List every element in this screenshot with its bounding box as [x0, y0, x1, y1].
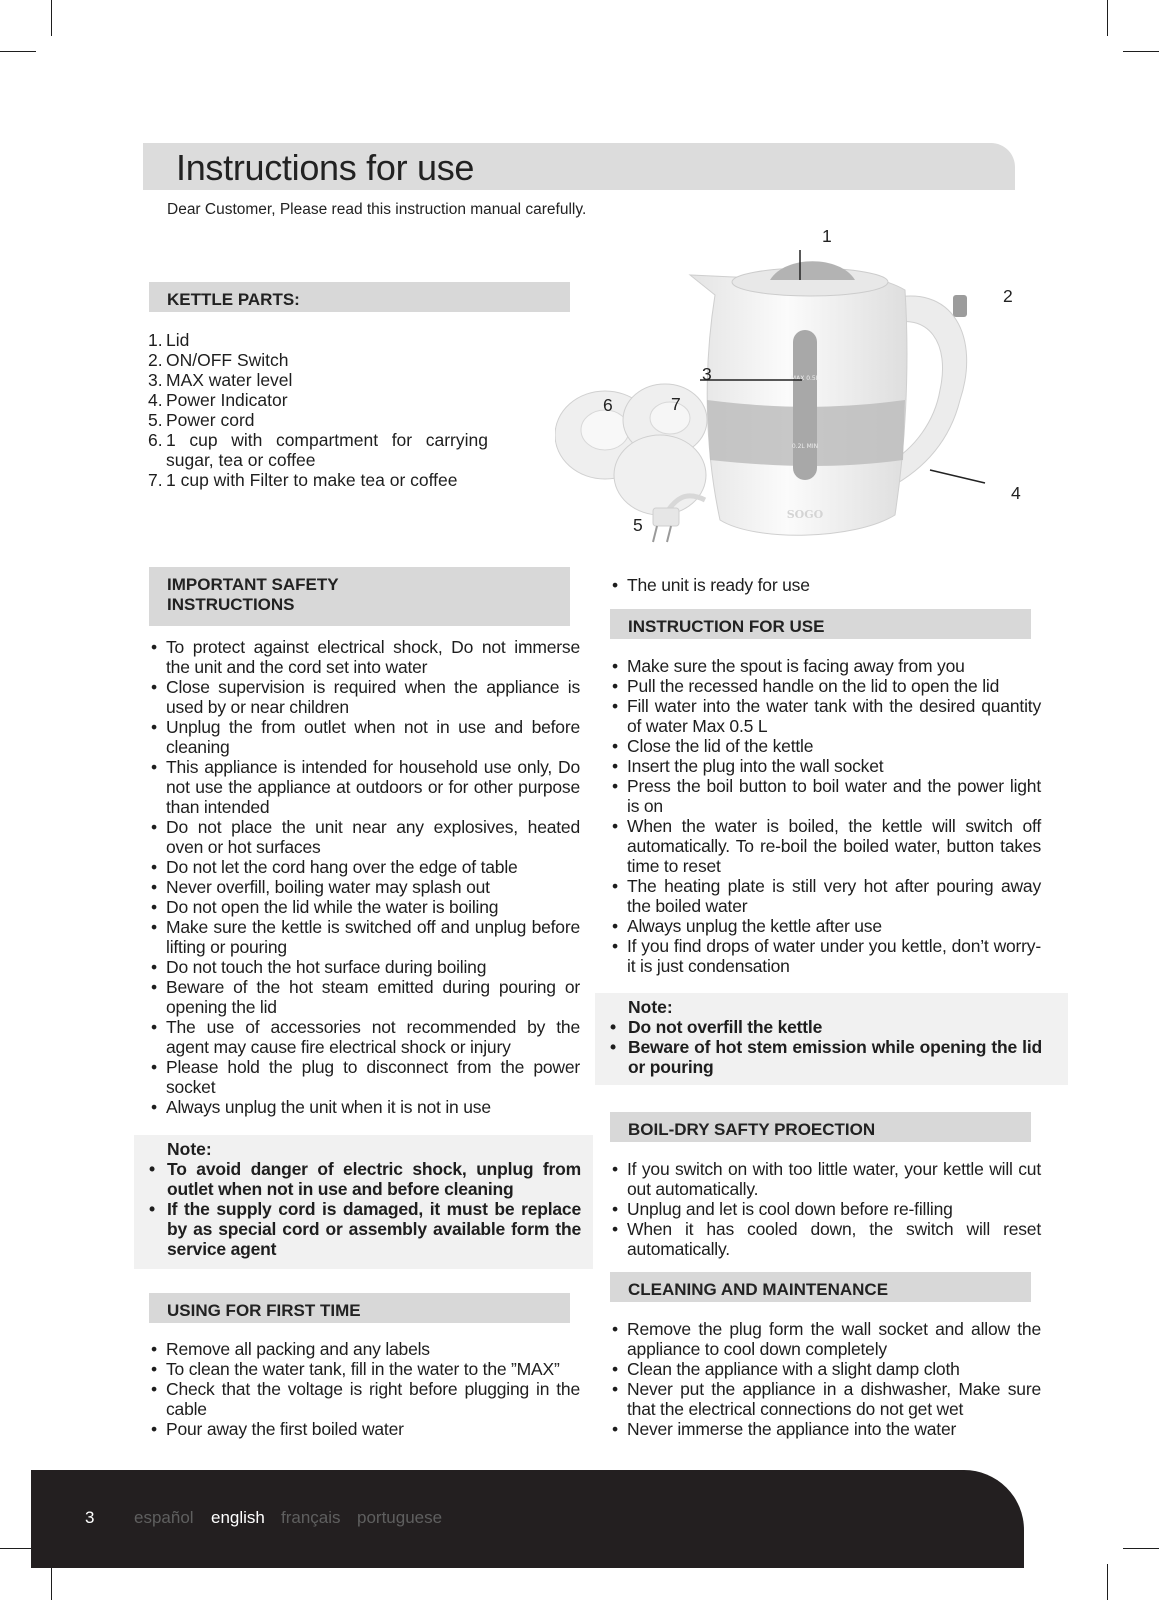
list-item: • Fill water into the water tank with the desired quantity of water Max 0.5 L	[609, 696, 1041, 736]
list-item: • The heating plate is still very hot after pouring away the boiled water	[609, 876, 1041, 916]
callout-3: 3	[702, 364, 712, 384]
language-link-francais[interactable]: français	[281, 1508, 341, 1527]
brand-logo: SOGO	[786, 508, 824, 521]
cleaning-list	[609, 1319, 1041, 1439]
lid-knob	[770, 261, 855, 280]
crop-mark	[1123, 1548, 1159, 1549]
list-item: • Please hold the plug to disconnect from the power socket	[148, 1057, 580, 1097]
plug-shape	[653, 508, 679, 526]
list-item: 7. 1 cup with Filter to make tea or coffee	[148, 470, 458, 490]
max-label: MAX 0.5L	[790, 375, 820, 382]
cup-shape	[650, 402, 690, 434]
crop-mark	[51, 1564, 52, 1600]
instruction-for-use-heading: INSTRUCTION FOR USE	[610, 609, 1031, 639]
list-item: • When it has cooled down, the switch will reset automatically.	[609, 1219, 1041, 1259]
list-item: • If you switch on with too little water, your kettle will cut out automatically.	[609, 1159, 1041, 1199]
safety-heading: IMPORTANT SAFETY INSTRUCTIONS	[149, 567, 570, 626]
callout-1: 1	[822, 226, 832, 246]
kettle-parts-list	[148, 330, 488, 490]
language-link-espanol[interactable]: español	[134, 1508, 194, 1527]
intro-text: Dear Customer, Please read this instruction manual carefully.	[167, 201, 587, 218]
title-bar	[143, 143, 1015, 190]
list-item: • The use of accessories not recommended by the agent may cause fire electrical shock or injury	[148, 1017, 580, 1057]
boil-dry-list	[609, 1159, 1041, 1259]
leader-line	[930, 470, 985, 483]
instruction-for-use-list	[609, 656, 1041, 976]
list-item: • Pull the recessed handle on the lid to open the lid	[609, 676, 1041, 696]
list-item: • Unplug and let is cool down before re-filling	[609, 1199, 1041, 1219]
note-item: • To avoid danger of electric shock, unplug from outlet when not in use and before cleaning	[134, 1159, 581, 1199]
list-item: • When the water is boiled, the kettle will switch off automatically. To re-boil the boiled water, button takes time to reset	[609, 816, 1041, 876]
list-item: • Never immerse the appliance into the water	[609, 1419, 1041, 1439]
callout-6: 6	[603, 395, 613, 415]
cup-shape	[614, 435, 706, 515]
instruction-note	[595, 993, 1068, 1085]
kettle-parts-heading: KETTLE PARTS:	[149, 282, 570, 312]
list-item: 3. MAX water level	[148, 370, 293, 390]
list-item: • Do not let the cord hang over the edge of table	[148, 857, 580, 877]
callout-4: 4	[1011, 483, 1021, 503]
kettle-illustration	[555, 250, 1035, 555]
safety-list	[148, 637, 580, 1117]
list-item: • Do not open the lid while the water is boiling	[148, 897, 580, 917]
list-item: • Unplug the from outlet when not in use and before cleaning	[148, 717, 580, 757]
crop-mark	[1107, 0, 1108, 36]
list-item: • The unit is ready for use	[609, 575, 1041, 595]
water-window	[793, 330, 817, 480]
list-item: 6. 1 cup with compartment for carrying sugar, tea or coffee	[148, 430, 488, 470]
list-item: • This appliance is intended for household use only, Do not use the appliance at outdoors or for other purpose than intended	[148, 757, 580, 817]
list-item: • Always unplug the kettle after use	[609, 916, 1041, 936]
list-item: • Beware of the hot steam emitted during pouring or opening the lid	[148, 977, 580, 1017]
safety-note	[134, 1135, 593, 1269]
list-item: • If you find drops of water under you kettle, don’t worry-it is just condensation	[609, 936, 1041, 976]
list-item: • Never put the appliance in a dishwasher, Make sure that the electrical connections do not get wet	[609, 1379, 1041, 1419]
list-item: • To clean the water tank, fill in the water to the ”MAX”	[148, 1359, 580, 1379]
callout-7: 7	[671, 394, 681, 414]
min-label: 0.2L MIN	[791, 443, 819, 450]
list-item: • Close the lid of the kettle	[609, 736, 1041, 756]
list-item: • Pour away the first boiled water	[148, 1419, 580, 1439]
list-item: • Make sure the kettle is switched off and unplug before lifting or pouring	[148, 917, 580, 957]
ready-list	[609, 575, 1041, 595]
list-item: 2. ON/OFF Switch	[148, 350, 289, 370]
list-item: 4. Power Indicator	[148, 390, 288, 410]
page-title: Instructions for use	[176, 147, 475, 188]
list-item: • Do not place the unit near any explosives, heated oven or hot surfaces	[148, 817, 580, 857]
note-item: • If the supply cord is damaged, it must be replace by as special cord or assembly available form the service agent	[134, 1199, 581, 1259]
first-time-heading: USING FOR FIRST TIME	[149, 1293, 570, 1323]
crop-mark	[1123, 51, 1159, 52]
footer-bar	[31, 1470, 1024, 1568]
note-title: Note:	[628, 997, 673, 1017]
first-time-list	[148, 1339, 580, 1439]
page-number: 3	[85, 1508, 95, 1527]
language-link-english[interactable]: english	[211, 1508, 265, 1527]
cleaning-heading: CLEANING AND MAINTENANCE	[610, 1272, 1031, 1302]
list-item: • Check that the voltage is right before plugging in the cable	[148, 1379, 580, 1419]
list-item: • Never overfill, boiling water may splash out	[148, 877, 580, 897]
list-item: • Clean the appliance with a slight damp cloth	[609, 1359, 1041, 1379]
list-item: • Remove all packing and any labels	[148, 1339, 580, 1359]
list-item: • Press the boil button to boil water and the power light is on	[609, 776, 1041, 816]
list-item: • Close supervision is required when the appliance is used by or near children	[148, 677, 580, 717]
list-item: • Make sure the spout is facing away from you	[609, 656, 1041, 676]
list-item: • To protect against electrical shock, Do not immerse the unit and the cord set into water	[148, 637, 580, 677]
language-link-portuguese[interactable]: portuguese	[357, 1508, 443, 1527]
crop-mark	[1107, 1564, 1108, 1600]
boil-dry-heading: BOIL-DRY SAFTY PROECTION	[610, 1112, 1031, 1142]
callout-5: 5	[633, 515, 643, 535]
list-item: • Do not touch the hot surface during boiling	[148, 957, 580, 977]
list-item: • Always unplug the unit when it is not in use	[148, 1097, 580, 1117]
list-item: • Insert the plug into the wall socket	[609, 756, 1041, 776]
note-item: • Beware of hot stem emission while opening the lid or pouring	[595, 1037, 1042, 1077]
cup-shape	[581, 410, 629, 450]
note-title: Note:	[167, 1139, 212, 1159]
crop-mark	[51, 0, 52, 36]
list-item: 1. Lid	[148, 330, 190, 350]
list-item: 5. Power cord	[148, 410, 255, 430]
callout-2: 2	[1003, 286, 1013, 306]
switch-shape	[953, 295, 967, 317]
list-item: • Remove the plug form the wall socket and allow the appliance to cool down completely	[609, 1319, 1041, 1359]
crop-mark	[0, 51, 36, 52]
note-item: • Do not overfill the kettle	[595, 1017, 1042, 1037]
